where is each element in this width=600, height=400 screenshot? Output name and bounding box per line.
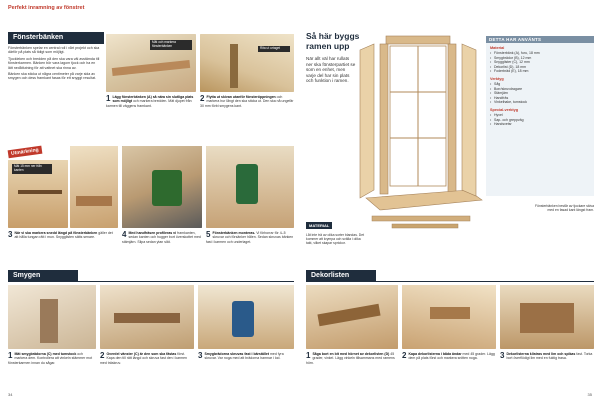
- right-page: [300, 0, 600, 400]
- smygen-step-2: [100, 352, 194, 388]
- photo-screw-reveal: [198, 285, 294, 349]
- section-title-fonsterbanken: Fönsterbänken: [8, 32, 104, 43]
- step-text: fast. Torka bort överflödigt lim med en fuktig trasa.: [506, 352, 593, 361]
- sidebar-item: • Hyvel: [490, 113, 594, 118]
- step-lead: Fönsterbänken monteras.: [212, 231, 256, 235]
- section-title-smygen: Smygen: [8, 270, 78, 281]
- page-title: Så här byggs ramen upp: [306, 31, 360, 51]
- page-number: 35: [587, 392, 592, 397]
- frame-diagram: [356, 30, 486, 230]
- step-number: 3: [8, 231, 13, 239]
- trim-strips: [372, 216, 470, 228]
- sidebar-head: DETTA HAR ANVÄNTS: [489, 37, 542, 42]
- step-4: [122, 231, 202, 265]
- smygen-step-1: [8, 352, 96, 388]
- photo-caption: Mät 15 mm ner från kanten: [12, 164, 52, 174]
- step-number: 1: [106, 95, 111, 103]
- step-number: 5: [206, 231, 211, 239]
- step-number: 3: [500, 352, 505, 360]
- step-text: och markera hur långt den ska sticka ut. Den ska nå ungefär 30 mm förbi smygens kant.: [200, 95, 294, 108]
- photo-caption: Mät och markera fönsterbänken: [150, 40, 192, 50]
- step-1: [106, 95, 196, 135]
- step-3: [8, 231, 116, 265]
- sidebar-item: • Dekorlist (D), 18 mm: [490, 65, 594, 70]
- sidebar-item: • Smygbrädor (B), 12 mm: [490, 56, 594, 61]
- section-title-dekorlisten: Dekorlisten: [306, 270, 376, 281]
- sidebar-item: • Handsvetsr: [490, 122, 594, 127]
- dekor-step-1: [306, 352, 398, 388]
- step-text: 45 grader, vinkel. Lägg vinkeln tillsammans med ramens hörn.: [306, 352, 395, 365]
- step-number: 1: [306, 352, 311, 360]
- step-number: 2: [402, 352, 407, 360]
- sidebar-section-title: Special-verktyg: [490, 107, 519, 112]
- photo-glue-trim: [500, 285, 594, 349]
- photo-measure-depth: [8, 160, 68, 228]
- photo-sill-edge: [70, 146, 118, 228]
- page-intro: När allt väl har rullats ner ska fönsterpartiet se som en enhet, men varje del har sin plats och funktion i ramen.: [306, 56, 356, 84]
- dekor-step-2: [402, 352, 496, 388]
- step-lead: Flytta ut skivan utanför fönsteröppningen: [206, 95, 276, 99]
- step-number: 2: [100, 352, 105, 360]
- step-number: 1: [8, 352, 13, 360]
- step-number: 3: [198, 352, 203, 360]
- sidebar-section-title: Verktyg: [490, 76, 504, 81]
- photo-caption: Rita ut urtaget: [258, 46, 290, 52]
- step-lead: Lägg fönsterbänken (A) så nära sin slutliga plats som möjligt: [112, 95, 194, 104]
- step-text: med 45 grader. Lägg dem på plats först och markera snitten noga.: [408, 352, 495, 361]
- section-rule: [8, 281, 294, 282]
- sidebar-item: • Handfräs: [490, 96, 594, 101]
- diagram-callout: Fönsterbänken består av tjockare skiva med en fasad kant längst fram.: [535, 204, 594, 213]
- step-lead: Dekorlisterna klistras med lim och spikas: [506, 352, 576, 356]
- material-box: [306, 214, 366, 244]
- step-text: först. Kapa den till rätt längd och skruva fast den i karmen med träskruv.: [100, 352, 187, 365]
- stamp-utmarkning: Utmärkning: [8, 146, 43, 159]
- step-lead: Smygbrädorna skruvas fast i bärstället: [204, 352, 270, 356]
- materials-sidebar: [486, 36, 594, 196]
- photo-fit-reveal: [100, 285, 194, 349]
- step-text: och markera bredden. Mät djupet från karmen till väggens framkant.: [106, 99, 192, 108]
- window-panes: [390, 46, 446, 186]
- material-head: MATERIAL: [306, 222, 332, 229]
- step-lead: Mät smygbrädorna (C) med tumstock: [14, 352, 77, 356]
- step-lead: Såga bort en bit med hörnet av dekorlisten (D): [312, 352, 390, 356]
- section-intro: [8, 46, 100, 134]
- photo-drill: [206, 146, 294, 228]
- step-lead: Med handfräsen profileras vi: [128, 231, 177, 235]
- step-text: gäller det att hålla tungan rätt i mun. Snygglisten sätts senare.: [14, 231, 113, 240]
- photo-router: [122, 146, 202, 228]
- intro-paragraph: Bänken ska sticka ut några centimeter på varje sida av smygen och dess framkant fasas för ett snyggt resultat.: [8, 72, 97, 81]
- photo-measure-reveal: [8, 285, 96, 349]
- step-lead: Kapa dekorlisterna i båda ändar: [408, 352, 462, 356]
- step-text: och markera dem. Kontrollera att vinkeln stämmer mot fönsterkarmen innan du sågar.: [8, 352, 93, 365]
- photo-miter-ends: [402, 285, 496, 349]
- sidebar-section-title: Material: [490, 46, 505, 50]
- sidebar-item: • Såg: [490, 82, 594, 87]
- intro-paragraph: Tjockleken och bredden på den ska vara väl avstämda till fönsterkarmen. Bänken bör vara lagom tjock och ha en lätt nedåtlutning för att vattnet ska rinna av.: [8, 56, 100, 70]
- step-text: framkanten, sedan kanten och hugger bort överskottet med stämjärn. Slipa sedan ytan slät.: [122, 231, 201, 244]
- sidebar-item: • Stämjärn: [490, 91, 594, 96]
- smygen-step-3: [198, 352, 294, 388]
- step-number: 2: [200, 95, 205, 103]
- sidebar-item: • Fönsterbänk (A), furu, 18 mm: [490, 51, 594, 56]
- sidebar-item: • Vinkelhake, tumstock: [490, 100, 594, 105]
- step-text: med fyra skruvar. Var noga med att brädorna hamnar i lod.: [204, 352, 284, 361]
- page-number: 34: [8, 392, 13, 397]
- step-lead: Överdel vänster (C) är den som ska fästas: [106, 352, 177, 356]
- intro-paragraph: Fönsterbänken spelar en central roll i vårt projekt och ska därför på plats så tidigt som möjligt.: [8, 46, 100, 55]
- photo-measure-sill: [106, 34, 196, 92]
- step-text: Vi förborrar för 4–5 skruvar och försänker hålen. Sedan skruvas bänken fast i karmen och underlaget.: [206, 231, 294, 244]
- step-2: [200, 95, 294, 135]
- photo-mark-sill: [200, 34, 294, 92]
- step-5: [206, 231, 294, 265]
- sidebar-item: • Sap- och greppväg: [490, 118, 594, 123]
- photo-miter-cut: [306, 285, 398, 349]
- sidebar-item: • Snygglister (C), 12 mm: [490, 60, 594, 65]
- section-rule: [306, 281, 594, 282]
- sidebar-item: • Borr/skruvdragare: [490, 87, 594, 92]
- material-text: Låt inte trä av olika sorter blandas. Det kommer att krympa och svälla i olika takt, vilket skapar sprickor.: [306, 233, 365, 246]
- step-lead: När vi ska markera snedd längd på fönsterbänken: [14, 231, 98, 235]
- step-number: 4: [122, 231, 127, 239]
- page-kicker: Perfekt inramning av fönstret: [8, 5, 85, 11]
- section-rule: [8, 43, 104, 44]
- sidebar-item: • Foderbräd (E), 18 mm: [490, 69, 594, 74]
- dekor-step-3: [500, 352, 594, 388]
